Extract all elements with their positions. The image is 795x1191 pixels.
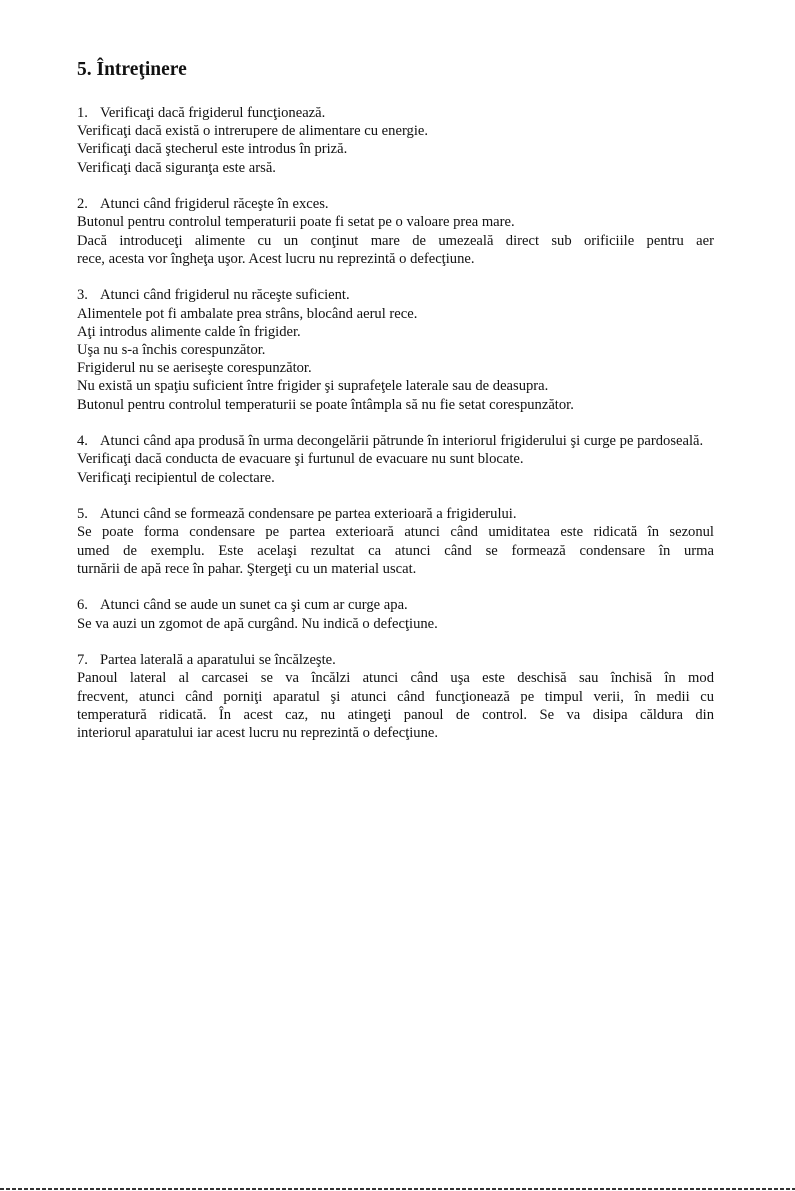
item-5 xyxy=(77,505,714,578)
item-line: Verificaţi recipientul de colectare. xyxy=(77,469,275,486)
item-number: 6. xyxy=(77,597,88,614)
item-line: temperatură ridicată. În acest caz, nu atingeţi panoul de control. Se va disipa căldura din xyxy=(77,706,714,723)
item-heading-text: Atunci când apa produsă în urma decongelării pătrunde în interiorul frigiderului şi curge pe pardoseală. xyxy=(100,433,704,450)
item-line: Verificaţi dacă siguranţa este arsă. xyxy=(77,159,276,176)
item-7 xyxy=(77,651,714,742)
item-line: Dacă introduceţi alimente cu un conţinut mare de umezeală direct sub orificiile pentru aer xyxy=(77,232,714,249)
item-line: Butonul pentru controlul temperaturii se poate întâmpla să nu fie setat corespunzător. xyxy=(77,396,574,413)
item-number: 1. xyxy=(77,105,88,121)
item-heading xyxy=(77,104,714,122)
item-heading xyxy=(77,596,714,614)
item-line: Alimentele pot fi ambalate prea strâns, blocând aerul rece. xyxy=(77,305,418,322)
item-number: 2. xyxy=(77,196,88,213)
section-title: 5. Întreţinere xyxy=(77,59,187,80)
item-number: 3. xyxy=(77,287,88,304)
item-line: Frigiderul nu se aeriseşte corespunzător. xyxy=(77,360,312,377)
item-1 xyxy=(77,104,714,177)
item-heading-text: Atunci când frigiderul răceşte în exces. xyxy=(100,196,329,213)
item-line: Verificaţi dacă ştecherul este introdus în priză. xyxy=(77,141,348,158)
maintenance-body xyxy=(77,104,714,761)
item-heading xyxy=(77,286,714,304)
item-line: Se poate forma condensare pe partea exterioară atunci când umiditatea este ridicată în sezonul xyxy=(77,524,714,541)
item-2 xyxy=(77,195,714,268)
item-4 xyxy=(77,432,714,487)
item-line: umed de exemplu. Este acelaşi rezultat ca atunci când se formează condensare în urma xyxy=(77,542,714,559)
item-line: Nu există un spaţiu suficient între frigider şi suprafeţele laterale sau de deasupra. xyxy=(77,378,549,395)
item-line: Verificaţi dacă conducta de evacuare şi furtunul de evacuare nu sunt blocate. xyxy=(77,451,524,468)
item-heading xyxy=(77,195,714,213)
page-bottom-rule xyxy=(0,1188,795,1190)
item-line: Panoul lateral al carcasei se va încălzi atunci când uşa este deschisă sau închisă în mod xyxy=(77,670,714,687)
item-6 xyxy=(77,596,714,632)
item-line: Uşa nu s-a închis corespunzător. xyxy=(77,342,266,359)
item-heading-text: Verificaţi dacă frigiderul funcţionează. xyxy=(100,105,326,121)
item-heading-text: Atunci când se aude un sunet ca şi cum ar curge apa. xyxy=(100,597,408,614)
item-heading xyxy=(77,651,714,669)
item-line: frecvent, atunci când porniţi aparatul şi atunci când funcţionează pe timpul verii, în medii cu xyxy=(77,688,714,705)
item-3 xyxy=(77,286,714,413)
item-line: Butonul pentru controlul temperaturii poate fi setat pe o valoare prea mare. xyxy=(77,214,515,231)
item-line: Verificaţi dacă există o intrerupere de alimentare cu energie. xyxy=(77,123,429,140)
item-heading-text: Partea laterală a aparatului se încălzeşte. xyxy=(100,652,336,669)
item-number: 5. xyxy=(77,506,88,523)
item-heading xyxy=(77,505,714,523)
item-heading-text: Atunci când frigiderul nu răceşte suficient. xyxy=(100,287,350,304)
item-number: 4. xyxy=(77,433,88,450)
item-line: rece, acesta vor îngheţa uşor. Acest lucru nu reprezintă o defecţiune. xyxy=(77,250,475,267)
item-line: turnării de apă rece în pahar. Ştergeţi cu un material uscat. xyxy=(77,560,417,577)
item-line: interiorul aparatului iar acest lucru nu reprezintă o defecţiune. xyxy=(77,725,439,742)
item-heading-text: Atunci când se formează condensare pe partea exterioară a frigiderului. xyxy=(100,506,517,523)
item-heading xyxy=(77,432,714,450)
item-line: Se va auzi un zgomot de apă curgând. Nu indică o defecţiune. xyxy=(77,615,438,632)
item-number: 7. xyxy=(77,652,88,669)
item-line: Aţi introdus alimente calde în frigider. xyxy=(77,323,301,340)
